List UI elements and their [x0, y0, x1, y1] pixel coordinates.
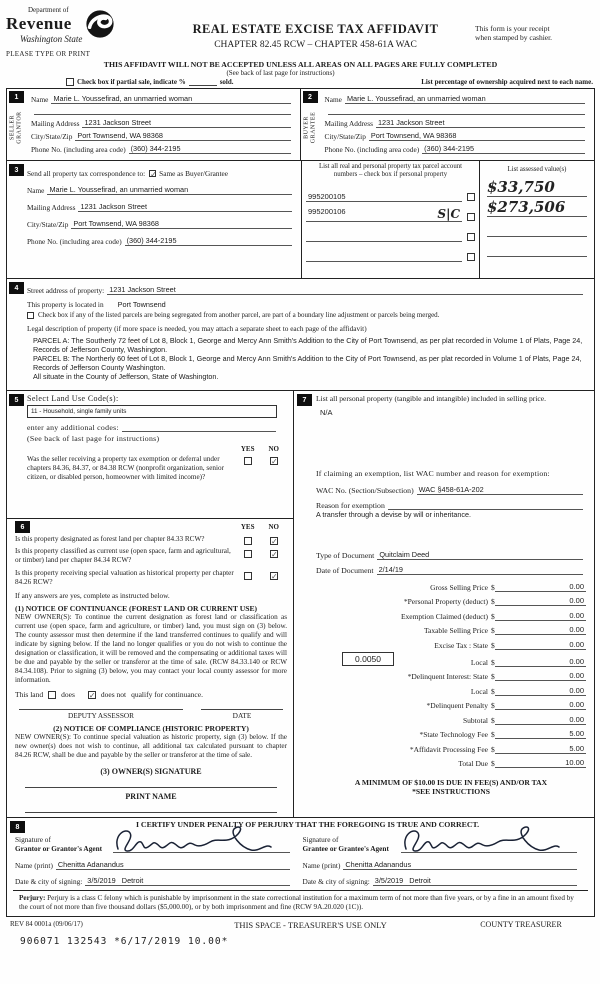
parcel-2-field[interactable]: 995200106 S|C — [308, 207, 460, 221]
fee-row-processing: *Affidavit Processing Fee $ 5.00 — [409, 743, 584, 754]
no-header: NO — [268, 523, 279, 531]
parcel-1-personal-checkbox[interactable] — [467, 193, 475, 201]
q-currentuse-yes-checkbox[interactable] — [244, 550, 252, 558]
segregated-checkbox[interactable] — [27, 312, 34, 319]
exemption-deferral-question: Was the seller receiving a property tax exemption or deferral under chapters 84.36, 84.37, or 84.38 RCW (nonprofit organization, senior citizen, or disabled person, homeowner with limited income)? — [27, 455, 224, 481]
seller-section — [7, 89, 301, 160]
same-as-buyer-checkbox[interactable]: ✓ — [150, 170, 157, 179]
corr-city-field[interactable]: Port Townsend, WA 98368 — [71, 219, 292, 229]
parcel-1-field[interactable]: 995200105 — [306, 192, 462, 202]
legal-parcel-a: PARCEL A: The Southerly 72 feet of Lot 8, Block 1, George and Mercy Ann Smith's Addition to the City of Port Townsend, as per plat recorded in Volume 1 of Plats, Page 24, Records of Jefferson County, Washington. — [33, 336, 583, 354]
fee-row-total: Total Due $ 10.00 — [458, 758, 584, 768]
grantee-name-field[interactable]: Chenitta Adanandus — [343, 860, 577, 870]
q-historical-no-checkbox[interactable]: ✓ — [271, 571, 278, 581]
q-forest-no-checkbox[interactable]: ✓ — [271, 537, 278, 547]
fee-tech-field[interactable]: 5.00 — [495, 729, 586, 739]
fee-row-personal: *Personal Property (deduct) $ 0.00 — [403, 596, 584, 606]
yes-header: YES — [240, 523, 255, 531]
seller-name-label: Name — [31, 95, 49, 104]
this-land-label: This land — [15, 690, 44, 700]
grantor-date-city-field[interactable]: 3/5/2019 Detroit — [85, 876, 289, 886]
q-exemption-no-checkbox[interactable]: ✓ — [271, 457, 278, 467]
does-not-label: does not — [100, 690, 127, 700]
certification-section — [7, 818, 594, 916]
section-3-badge: 3 — [9, 164, 24, 176]
parcel-row — [306, 202, 475, 222]
street-label: Street address of property: — [27, 286, 105, 295]
section-4-badge: 4 — [9, 282, 24, 294]
fee-row-penalty: *Delinquent Penalty $ 0.00 — [426, 700, 584, 710]
grantee-date-city-field[interactable]: 3/5/2019 Detroit — [373, 876, 577, 886]
doc-date-field[interactable]: 2/14/19 — [377, 565, 583, 575]
print-name-label: PRINT NAME — [125, 792, 177, 802]
minimum-note: A MINIMUM OF $10.00 IS DUE IN FEE(S) AND/OR TAX — [354, 778, 548, 787]
correspondence-label: Send all property tax correspondence to: — [27, 169, 146, 178]
personal-property-section — [294, 391, 594, 817]
additional-codes-label: enter any additional codes: — [27, 423, 119, 432]
form-body — [6, 88, 595, 917]
exemption-header: If claiming an exemption, list WAC number and reason for exemption: — [316, 469, 550, 478]
grantor-name-print-label: Name (print) — [15, 861, 53, 871]
date-line: DATE — [201, 709, 283, 720]
fee-excise-state-field[interactable]: 0.00 — [495, 640, 586, 650]
buyer-name-label: Name — [324, 95, 342, 104]
corr-phone-label: Phone No. (including area code) — [27, 237, 122, 246]
form-header — [6, 6, 595, 58]
assessed-header: List assessed value(s) — [507, 166, 567, 173]
qualify-label: qualify for continuance. — [131, 690, 203, 700]
fee-row-local: 0.0050 Local $ 0.00 — [316, 650, 586, 667]
no-header: NO — [268, 445, 279, 453]
form-title: REAL ESTATE EXCISE TAX AFFIDAVIT — [192, 22, 439, 36]
instructions-note: (See back of last page for instructions) — [226, 69, 335, 77]
parcel-numbers-column — [302, 161, 480, 278]
q-currentuse-no-checkbox[interactable]: ✓ — [271, 549, 278, 559]
fee-local-field[interactable]: 0.00 — [495, 657, 586, 667]
county-treasurer-label: COUNTY TREASURER — [480, 920, 562, 930]
partial-sale-checkbox[interactable] — [66, 78, 74, 86]
corr-mailing-label: Mailing Address — [27, 203, 76, 212]
buyer-grantee-side-label: BUYER GRANTEE — [303, 111, 316, 144]
dor-swirl-logo-icon — [84, 8, 116, 42]
fee-row-delinq-state: *Delinquent Interest: State $ 0.00 — [407, 671, 584, 681]
assessed-3-field[interactable] — [487, 217, 587, 237]
located-field[interactable]: Port Townsend — [117, 300, 166, 309]
doc-date-label: Date of Document — [316, 566, 374, 575]
section-5-badge: 5 — [9, 394, 24, 406]
seller-phone-label: Phone No. (including area code) — [31, 145, 126, 154]
parcel-row — [306, 222, 475, 242]
see-instructions-note: *SEE INSTRUCTIONS — [412, 787, 490, 796]
doc-type-field[interactable]: Quitclaim Deed — [377, 550, 583, 560]
fee-processing-field[interactable]: 5.00 — [495, 744, 586, 754]
legal-description-label: Legal description of property (if more space is needed, you may attach a separate sheet to each page of the affidavit) — [27, 324, 367, 333]
buyer-city-field[interactable]: Port Townsend, WA 98368 — [369, 131, 585, 141]
deputy-assessor-line: DEPUTY ASSESSOR — [19, 709, 183, 720]
partial-sale-suffix: sold. — [219, 78, 234, 86]
warning-text: THIS AFFIDAVIT WILL NOT BE ACCEPTED UNLESS ALL AREAS ON ALL PAGES ARE FULLY COMPLETED — [103, 60, 498, 69]
corr-phone-field[interactable]: (360) 344-2195 — [125, 236, 292, 246]
located-label: This property is located in — [27, 300, 104, 309]
seller-grantor-side-label: SELLER GRANTOR — [9, 111, 22, 144]
forest-land-question: Is this property designated as forest land per chapter 84.33 RCW? — [15, 535, 205, 543]
reason-label: Reason for exemption — [316, 501, 385, 510]
corr-mailing-field[interactable]: 1231 Jackson Street — [78, 202, 292, 212]
cashier-stamp: 906071 132543 *6/17/2019 10.00* — [20, 936, 229, 948]
wac-label: WAC No. (Section/Subsection) — [316, 486, 414, 495]
land-does-checkbox[interactable] — [48, 691, 56, 699]
fee-row-taxable: Taxable Selling Price $ 0.00 — [423, 625, 584, 635]
grantor-signature-block: Signature of Grantor or Grantor's Agent Name (print) Chenitta Adanandus Date & city of signing: 3/5/2019 Detroit — [13, 831, 301, 886]
partial-sale-percent-field[interactable] — [189, 79, 217, 86]
owners-signature-title: (3) OWNER(S) SIGNATURE — [100, 767, 202, 777]
please-type-label: PLEASE TYPE OR PRINT — [6, 50, 91, 58]
seller-city-label: City/State/Zip — [31, 132, 73, 141]
land-use-code-field[interactable]: 11 - Household, single family units — [27, 405, 277, 418]
owners-signature-field[interactable] — [25, 776, 277, 788]
fee-delinq-local-field[interactable]: 0.00 — [495, 686, 586, 696]
buyer-section — [301, 89, 595, 160]
notice-compliance-title: (2) NOTICE OF COMPLIANCE (HISTORIC PROPERTY) — [53, 724, 249, 734]
section-6-badge: 6 — [15, 521, 30, 533]
see-back-label: (See back of last page for instructions) — [27, 434, 160, 443]
fee-row-excise-state: Excise Tax : State $ 0.00 — [434, 639, 584, 650]
buyer-city-label: City/State/Zip — [324, 132, 366, 141]
fee-row-tech: *State Technology Fee $ 5.00 — [419, 729, 584, 739]
fee-row-exemption: Exemption Claimed (deduct) $ 0.00 — [400, 610, 584, 621]
current-use-question: Is this property classified as current use (open space, farm and agricultural, or timber) land per chapter 84.34 RCW? — [15, 547, 231, 565]
local-rate-box[interactable]: 0.0050 — [342, 652, 394, 666]
assessed-values-column — [480, 161, 594, 278]
section-8-badge: 8 — [10, 821, 25, 833]
legal-situate: All situate in the County of Jefferson, State of Washington. — [33, 372, 219, 381]
q-historical-yes-checkbox[interactable] — [244, 572, 252, 580]
personal-property-value[interactable]: N/A — [320, 408, 333, 417]
seller-mailing-field[interactable]: 1231 Jackson Street — [82, 118, 290, 128]
buyer-name-field[interactable]: Marie L. Youssefirad, an unmarried woman — [345, 94, 585, 104]
wac-field[interactable]: WAC §458-61A-202 — [417, 485, 583, 495]
reason-value: A transfer through a devise by will or inheritance. — [316, 510, 472, 519]
buyer-name2-field[interactable] — [328, 114, 586, 115]
parcel-3-personal-checkbox[interactable] — [467, 233, 475, 241]
fee-row-delinq-local: Local $ 0.00 — [470, 685, 584, 696]
parcel-row — [306, 182, 475, 202]
parcel-4-personal-checkbox[interactable] — [467, 253, 475, 261]
corr-name-label: Name — [27, 186, 45, 195]
notice-continuance-body: NEW OWNER(S): To continue the current designation as forest land or classification as current use (open space, farm and agriculture, or timber) land, you must sign on (3) below. The county assessor must then determine if the land transferred continues to qualify and will indicate by signing below. If the land no longer qualifies or you do not wish to continue the designation or classification, it will be removed and the compensating or additional taxes will be due and payable by the seller or transferor at the time of sale. (RCW 84.33.140 or RCW 84.34.108). Prior to signing (3) below, you may contact your local county assessor for more information. — [15, 613, 287, 685]
assessed-4-field[interactable] — [487, 237, 587, 257]
grantee-signature-ink — [398, 825, 563, 855]
buyer-phone-label: Phone No. (including area code) — [324, 145, 420, 154]
seller-name-field[interactable]: Marie L. Youssefirad, an unmarried woman — [51, 94, 290, 104]
seller-mailing-label: Mailing Address — [31, 119, 80, 128]
legal-parcel-b: PARCEL B: The Northerly 60 feet of Lot 8, Block 1, George and Mercy Ann Smith's Addition to the City of Port Townsend, as per plat recorded in Volume 1 of Plats, Page 24, Records of Jefferson County Washington. — [33, 354, 582, 372]
dor-logo-text: Department of Revenue Washington State — [6, 6, 83, 44]
parcel-header: List all real and personal property tax parcel account numbers – check box if personal property — [318, 163, 463, 178]
perjury-note: Perjury: Perjury is a class C felony which is punishable by imprisonment in the state correctional institution for a maximum term of not more than five years, or by a fine in an amount fixed by the court of not more than five thousand dollars ($5,000.00), or by both imprisonment and fine (RCW 9A.20.020 (1C)). — [13, 890, 588, 916]
seller-phone-field[interactable]: (360) 344-2195 — [129, 144, 291, 154]
grantor-signature-ink — [110, 825, 275, 855]
fee-gross-field[interactable]: 0.00 — [495, 582, 586, 592]
partial-sale-label: Check box if partial sale, indicate % — [77, 78, 186, 86]
section-7-badge: 7 — [297, 394, 312, 406]
doc-type-label: Type of Document — [316, 551, 375, 560]
fee-subtotal-field[interactable]: 0.00 — [495, 715, 586, 725]
corr-name-field[interactable]: Marie L. Youssefirad, an unmarried woman — [47, 185, 292, 195]
corr-city-label: City/State/Zip — [27, 220, 69, 229]
yes-header: YES — [240, 445, 255, 453]
fee-row-gross: Gross Selling Price $ 0.00 — [430, 581, 584, 592]
property-section — [7, 279, 594, 391]
fee-taxable-field[interactable]: 0.00 — [495, 625, 586, 635]
grantee-name-print-label: Name (print) — [302, 861, 341, 871]
land-does-not-checkbox[interactable]: ✓ — [88, 690, 96, 700]
form-subtitle: CHAPTER 82.45 RCW – CHAPTER 458-61A WAC — [214, 40, 417, 50]
seller-city-field[interactable]: Port Townsend, WA 98368 — [75, 131, 290, 141]
land-use-title: Select Land Use Code(s): — [27, 394, 119, 403]
parcel-row — [306, 242, 475, 262]
treasurer-space-label: THIS SPACE - TREASURER'S USE ONLY — [234, 920, 387, 931]
ownership-note: List percentage of ownership acquired next to each name. — [421, 78, 593, 86]
notice-continuance-title: (1) NOTICE OF CONTINUANCE (FOREST LAND OR CURRENT USE) — [15, 604, 258, 614]
print-name-field[interactable] — [25, 801, 277, 813]
personal-property-title: List all personal property (tangible and intangible) included in selling price. — [316, 394, 547, 403]
section-2-badge: 2 — [303, 91, 318, 103]
classification-section — [7, 519, 293, 817]
grantor-date-city-label: Date & city of signing: — [15, 877, 83, 887]
grantor-name-field[interactable]: Chenitta Adanandus — [56, 860, 290, 870]
certify-statement: I CERTIFY UNDER PENALTY OF PERJURY THAT THE FOREGOING IS TRUE AND CORRECT. — [135, 820, 480, 830]
grantee-signature-block: Signature of Grantee or Grantee's Agent Name (print) Chenitta Adanandus Date & city of signing: 3/5/2019 Detroit — [301, 831, 589, 886]
form-footer — [6, 920, 595, 930]
section-1-badge: 1 — [9, 91, 24, 103]
tax-correspondence-section — [7, 161, 302, 278]
q-exemption-yes-checkbox[interactable] — [244, 457, 252, 465]
buyer-mailing-label: Mailing Address — [324, 119, 373, 128]
assessed-2-field[interactable]: $273,506 — [487, 197, 587, 217]
parcel-2-annotation: S|C — [437, 207, 460, 221]
historical-question: Is this property receiving special valuation as historical property per chapter 84.26 RCW? — [15, 569, 234, 587]
fee-penalty-field[interactable]: 0.00 — [495, 700, 586, 710]
does-label: does — [61, 690, 75, 700]
rev-number: REV 84 0001a (09/06/17) — [10, 920, 83, 929]
fee-exemption-field[interactable]: 0.00 — [495, 611, 586, 621]
buyer-mailing-field[interactable]: 1231 Jackson Street — [376, 118, 585, 128]
buyer-phone-field[interactable]: (360) 344-2195 — [422, 144, 585, 154]
fee-row-subtotal: Subtotal $ 0.00 — [462, 714, 584, 725]
same-as-label: Same as Buyer/Grantee — [159, 169, 229, 178]
assessed-1-field[interactable]: $33,750 — [487, 177, 587, 197]
fee-personal-field[interactable]: 0.00 — [495, 596, 586, 606]
q-forest-yes-checkbox[interactable] — [244, 537, 252, 545]
receipt-note: This form is your receipt when stamped by cashier. — [475, 24, 553, 42]
segregated-label: Check box if any of the listed parcels are being segregated from another parcel, are part of a boundary line adjustment or parcels being merged. — [38, 311, 440, 319]
fee-total-field[interactable]: 10.00 — [495, 758, 586, 768]
parcel-4-field[interactable] — [306, 261, 462, 262]
seller-name2-field[interactable] — [34, 114, 291, 115]
if-yes-note: If any answers are yes, complete as instructed below. — [15, 591, 170, 601]
notice-compliance-body: NEW OWNER(S): To continue special valuation as historic property, sign (3) below. If the new owner(s) does not wish to continue, all additional tax calculated pursuant to chapter 84.26 RCW, shall be due and payable by the seller or transferor at the time of sale. — [15, 733, 287, 760]
land-use-section — [7, 391, 293, 519]
parcel-2-personal-checkbox[interactable] — [467, 213, 475, 221]
grantee-date-city-label: Date & city of signing: — [302, 877, 370, 887]
additional-codes-field[interactable] — [122, 431, 276, 432]
fee-delinq-state-field[interactable]: 0.00 — [495, 671, 586, 681]
street-field[interactable]: 1231 Jackson Street — [107, 285, 583, 295]
